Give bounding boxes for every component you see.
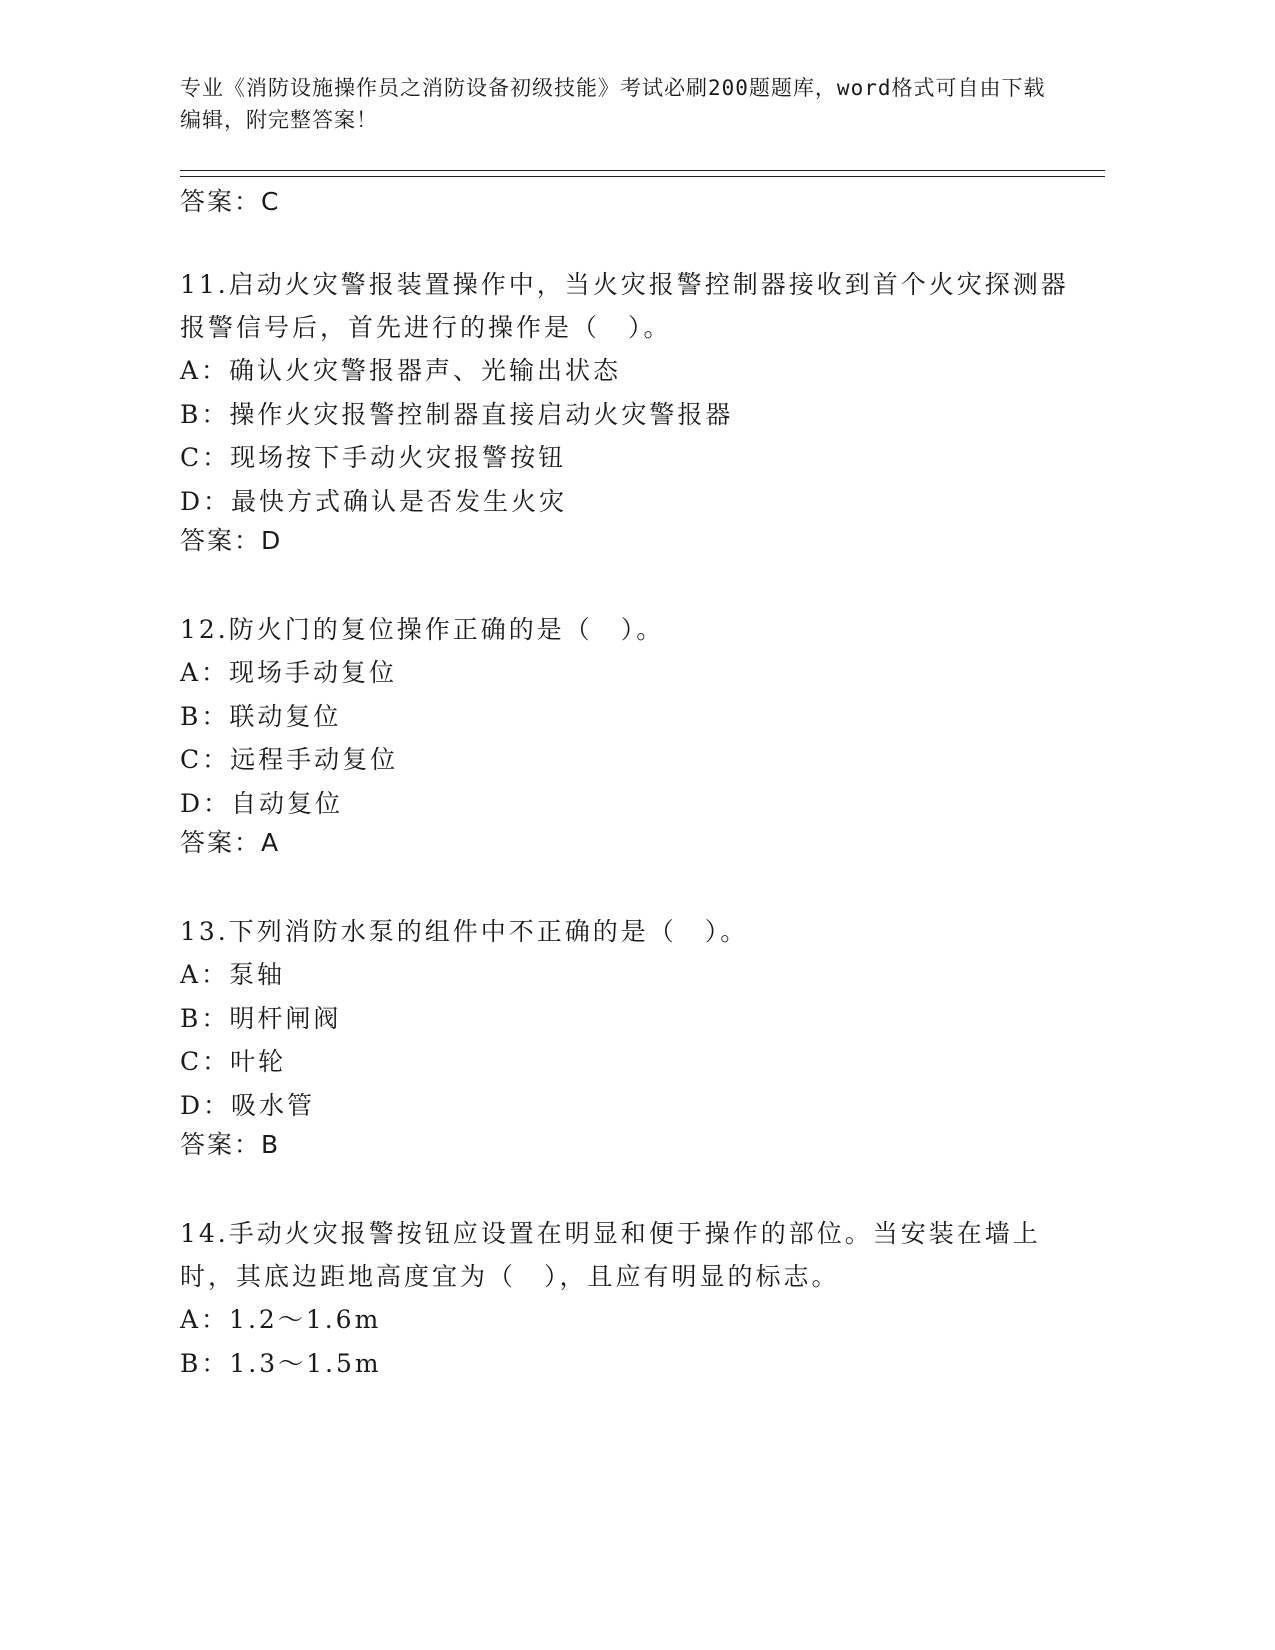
- option-d: D：吸水管: [180, 1090, 316, 1120]
- option-c: C：叶轮: [180, 1047, 287, 1076]
- answer-line: 答案：A: [180, 828, 281, 857]
- header-divider-second: [180, 176, 1105, 177]
- option-d: D：最快方式确认是否发生火灾: [180, 486, 568, 516]
- option-b: B：明杆闸阀: [180, 1003, 342, 1033]
- option-a: A：现场手动复位: [180, 658, 398, 687]
- option-c: C：现场按下手动火灾报警按钮: [180, 443, 567, 472]
- option-c: C：远程手动复位: [180, 745, 399, 774]
- question-12: [180, 608, 1080, 861]
- question-list: [180, 184, 1080, 1385]
- option-d: D：自动复位: [180, 788, 344, 818]
- option-a: A：确认火灾警报器声、光输出状态: [180, 356, 622, 385]
- question-14: [180, 1212, 1080, 1385]
- question-13: [180, 910, 1080, 1163]
- answer-line: 答案：D: [180, 526, 283, 555]
- question-11: [180, 263, 1080, 559]
- option-b: B：操作火灾报警控制器直接启动火灾警报器: [180, 399, 734, 429]
- answer-line: 答案：C: [180, 187, 281, 216]
- option-b: B：联动复位: [180, 701, 342, 731]
- question-text: 13.下列消防水泵的组件中不正确的是（ ）。: [180, 917, 749, 946]
- option-b: B：1.3～1.5m: [180, 1348, 382, 1378]
- question-text: 14.手动火灾报警按钮应设置在明显和便于操作的部位。当安装在墙上时，其底边距地高度宜为（ ），且应有明显的标志。: [180, 1219, 1041, 1291]
- header-divider: [180, 170, 1105, 171]
- page-header: 专业《消防设施操作员之消防设备初级技能》考试必刷200题题库，word格式可自由下载编辑，附完整答案！: [180, 76, 1046, 132]
- question-text: 12.防火门的复位操作正确的是（ ）。: [180, 615, 665, 644]
- option-a: A：1.2～1.6m: [180, 1305, 382, 1334]
- answer-line: 答案：B: [180, 1130, 281, 1159]
- question-text: 11.启动火灾警报装置操作中，当火灾报警控制器接收到首个火灾探测器报警信号后，首先进行的操作是（ ）。: [180, 270, 1069, 342]
- option-a: A：泵轴: [180, 960, 286, 989]
